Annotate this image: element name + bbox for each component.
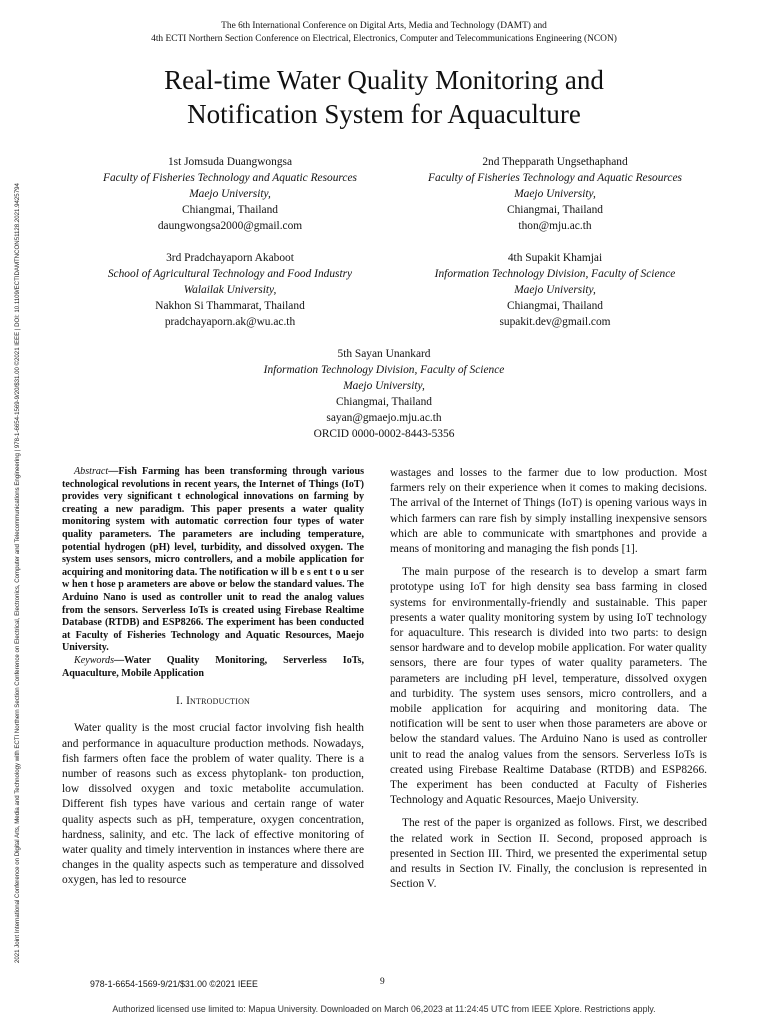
author-email: daungwongsa2000@gmail.com xyxy=(157,220,303,232)
abstract-label: Abstract xyxy=(74,466,109,477)
keywords-text: —Water Quality Monitoring, Serverless IoTs, Aquaculture, Mobile Application xyxy=(62,654,364,679)
author-university: Maejo University, xyxy=(189,188,271,200)
author-name: 3rd Pradchayaporn Akaboot xyxy=(166,252,294,264)
paper-title xyxy=(0,63,768,131)
author-name: 2nd Thepparath Ungsethaphand xyxy=(482,156,628,168)
right-column xyxy=(390,466,707,900)
author-block-5 xyxy=(224,346,544,442)
author-university: Walailak University, xyxy=(183,284,277,296)
doi-sidebar-text: 2021 Joint International Conference on Digital Arts, Media and Technology with ECTI Northern Section Conference on Electrical, Electronics, Computer and Telecommunications Engineering | 978-1-6654-1569-9/20/$31.00 ©2021 IEEE | DOI: 10.1109/ECTIDAMTNCON51128.2021.9425794 xyxy=(14,183,21,963)
title-line-2: Notification System for Aquaculture xyxy=(187,99,581,129)
doi-sidebar xyxy=(14,50,24,970)
author-city: Nakhon Si Thammarat, Thailand xyxy=(155,300,305,312)
intro-paragraph-2: wastages and losses to the farmer due to low production. Most farmers rely on their experience when it comes to making decisions. The arrival of the Internet of Things (IoT) is opening various ways in which farmers can rare fish by simply installing inexpensive sensors which are able to communicate with smartphones and provide a means of monitoring and managing the fish ponds [1]. xyxy=(390,467,707,556)
author-name: 1st Jomsuda Duangwongsa xyxy=(167,156,293,168)
intro-paragraph-1: Water quality is the most crucial factor involving fish health and performance in aquaculture production methods. Nowadays, fish farmers often face the problem of water quality. There is a number of reasons such as excess phytoplank- ton production, low dissolved oxygen and toxic metabolite accumulation. Different fish types have various and certain range of water quality aspects such as pH, temperature, oxygen concentration, hardness, salinity, and etc. The lack of effective monitoring of water quality and timely intervention in instances where there are changes in the quality aspects such as temperature and dissolved oxygen, has led to resource xyxy=(62,722,364,887)
conference-line-2: 4th ECTI Northern Section Conference on Electrical, Electronics, Computer and Telecommunications Engineering (NCON) xyxy=(151,34,617,44)
licence-notice: Authorized licensed use limited to: Mapua University. Downloaded on March 06,2023 at 11:24:45 UTC from IEEE Xplore. Restrictions apply. xyxy=(112,1004,656,1014)
author-email: sayan@gmaejo.mju.ac.th xyxy=(326,412,442,424)
author-university: Maejo University, xyxy=(514,284,596,296)
author-block-1 xyxy=(70,154,390,234)
author-email: pradchayaporn.ak@wu.ac.th xyxy=(164,316,296,328)
intro-paragraph-3: The main purpose of the research is to develop a smart farm prototype using IoT for high density sea bass farming in closed systems for environmentally-friendly and sustainable. This paper presents a water quality monitoring system by using IoT technology for aquaculture. This research is divided into two parts: to design sensor hardware and to develop mobile application. For water quality sensors, there are four types of water quality parameters. The parameters are including pH level, temperature, dissolved oxygen and turbidity. The system uses sensors, micro controllers, and a mobile application for acquiring and monitoring data. The notification will be sent to user when those parameters are above or below the standard values. The Arduino Nano is used as controller unit to read the analog values from the sensors. Serverless IoTs is created using Firebase Realtime Database (RTDB) and ESP8266. The experiment has been conducted at Faculty of Fisheries Technology and Aquatic Resources, Maejo University. xyxy=(390,566,707,807)
page-number: 9 xyxy=(380,977,385,987)
section-heading-introduction xyxy=(62,694,364,709)
conference-line-1: The 6th International Conference on Digital Arts, Media and Technology (DAMT) and xyxy=(221,21,547,31)
author-email: thon@mju.ac.th xyxy=(518,220,592,232)
author-orcid: ORCID 0000-0002-8443-5356 xyxy=(313,428,455,440)
section-number: I. xyxy=(175,695,187,708)
author-city: Chiangmai, Thailand xyxy=(336,396,432,408)
author-university: Maejo University, xyxy=(514,188,596,200)
author-city: Chiangmai, Thailand xyxy=(507,204,603,216)
author-city: Chiangmai, Thailand xyxy=(507,300,603,312)
author-affiliation: Information Technology Division, Faculty of Science xyxy=(434,268,676,280)
abstract xyxy=(62,466,364,655)
author-email: supakit.dev@gmail.com xyxy=(499,316,611,328)
section-title: Introduction xyxy=(186,695,251,708)
keywords-label: Keywords xyxy=(74,654,115,666)
intro-paragraph-4: The rest of the paper is organized as follows. First, we described the related work in Section II. Second, proposed approach is presented in Section III. Third, we presented the experimental setup and results in Section IV. Finally, the conclusion is represented in Section V. xyxy=(390,817,707,891)
footer-isbn: 978-1-6654-1569-9/21/$31.00 ©2021 IEEE xyxy=(90,979,258,989)
author-university: Maejo University, xyxy=(343,380,425,392)
author-affiliation: Faculty of Fisheries Technology and Aquatic Resources xyxy=(428,172,682,184)
author-name: 5th Sayan Unankard xyxy=(337,348,431,360)
author-affiliation: Information Technology Division, Faculty of Science xyxy=(263,364,505,376)
keywords xyxy=(62,655,364,680)
author-affiliation: Faculty of Fisheries Technology and Aquatic Resources xyxy=(103,172,357,184)
abstract-text: —Fish Farming has been transforming through various technological revolutions in recent years, the Internet of Things (IoT) provides very significant t echnological innovations on farming by creating a new paradigm. This paper presents a water quality monitoring system with automatic correction four types of water quality parameters. The parameters are including temperature, potential hydrogen (pH) level, turbidity, and dissolved oxygen. The system uses sensors, micro controllers, and a mobile application for acquiring and monitoring data. The notification w ill b e s ent t o u ser w hen t hose p arameters are above or below the standard values. The Arduino Nano is used as controller unit to read the analog values from the sensors. Serverless IoTs is created using Firebase Realtime Database (RTDB) and ESP8266. The experiment has been conducted at Faculty of Fisheries Technology and Aquatic Resources, Maejo University. xyxy=(62,466,364,654)
author-name: 4th Supakit Khamjai xyxy=(507,252,603,264)
author-block-4 xyxy=(395,250,715,330)
left-column xyxy=(62,466,364,897)
author-affiliation: School of Agricultural Technology and Food Industry xyxy=(107,268,353,280)
author-block-2 xyxy=(395,154,715,234)
title-line-1: Real-time Water Quality Monitoring and xyxy=(164,65,604,95)
author-city: Chiangmai, Thailand xyxy=(182,204,278,216)
author-block-3 xyxy=(70,250,390,330)
